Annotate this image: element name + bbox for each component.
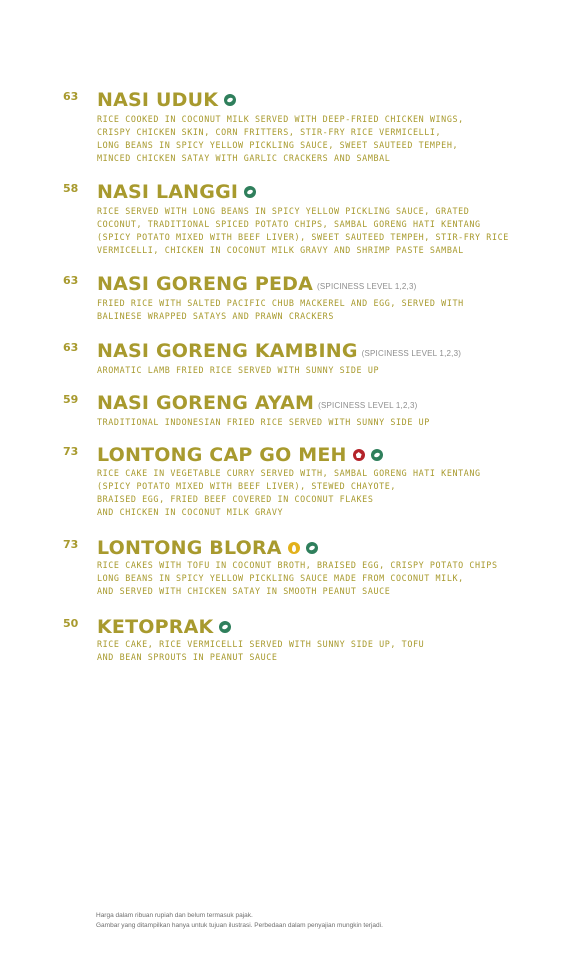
item-description <box>97 416 537 429</box>
description-line: AROMATIC LAMB FRIED RICE SERVED WITH SUNNY SIDE UP <box>97 365 380 375</box>
disclaimer-price: Harga dalam ribuan rupiah dan belum termasuk pajak. <box>96 912 253 919</box>
description-line: RICE SERVED WITH LONG BEANS IN SPICY YELLOW PICKLING SAUCE, GRATED <box>97 206 470 216</box>
description-line: AND BEAN SPROUTS IN PEANUT SAUCE <box>97 652 278 662</box>
disclaimer-image: Gambar yang ditampilkan hanya untuk tujuan ilustrasi. Perbedaan dalam penyajian mungkin terjadi. <box>96 921 383 929</box>
item-price: 63 <box>63 274 79 287</box>
item-description <box>97 113 537 165</box>
spiciness-note: (SPICINESS LEVEL 1,2,3) <box>361 349 462 358</box>
description-line: CRISPY CHICKEN SKIN, CORN FRITTERS, STIR-FRY RICE VERMICELLI, <box>97 127 442 137</box>
item-price: 63 <box>63 90 79 103</box>
description-line: (SPICY POTATO MIXED WITH BEEF LIVER), SWEET SAUTEED TEMPEH, STIR-FRY RICE <box>97 232 509 242</box>
description-line: RICE CAKES WITH TOFU IN COCONUT BROTH, BRAISED EGG, CRISPY POTATO CHIPS <box>97 560 498 570</box>
description-line: BRAISED EGG, FRIED BEEF COVERED IN COCONUT FLAKES <box>97 494 374 504</box>
vegetarian-leaf-icon <box>224 94 236 106</box>
description-line: (SPICY POTATO MIXED WITH BEEF LIVER), STEWED CHAYOTE, <box>97 481 397 491</box>
item-description <box>97 297 537 323</box>
description-line: LONG BEANS IN SPICY YELLOW PICKLING SAUCE, SWEET SAUTEED TEMPEH, <box>97 140 459 150</box>
description-line: BALINESE WRAPPED SATAYS AND PRAWN CRACKERS <box>97 311 334 321</box>
item-name: LONTONG CAP GO MEH <box>97 444 347 466</box>
item-price: 73 <box>63 538 79 551</box>
item-name: LONTONG BLORA <box>97 537 282 559</box>
item-name: NASI UDUK <box>97 89 219 111</box>
item-description <box>97 364 537 377</box>
spicy-flame-icon <box>288 542 300 554</box>
item-price: 63 <box>63 341 79 354</box>
item-description <box>97 467 537 519</box>
chef-recommendation-icon <box>353 449 365 461</box>
vegetarian-leaf-icon <box>244 186 256 198</box>
vegetarian-leaf-icon <box>219 621 231 633</box>
spiciness-note: (SPICINESS LEVEL 1,2,3) <box>318 401 418 410</box>
item-name: NASI GORENG AYAM <box>97 392 315 414</box>
item-description <box>97 638 537 664</box>
vegetarian-leaf-icon <box>306 542 318 554</box>
description-line: LONG BEANS IN SPICY YELLOW PICKLING SAUCE MADE FROM COCONUT MILK, <box>97 573 464 583</box>
description-line: VERMICELLI, CHICKEN IN COCONUT MILK GRAVY AND SHRIMP PASTE SAMBAL <box>97 245 464 255</box>
item-price: 73 <box>63 445 79 458</box>
item-price: 50 <box>63 617 79 630</box>
item-name: NASI GORENG PEDA <box>97 273 314 295</box>
item-name: KETOPRAK <box>97 616 214 638</box>
item-name: NASI GORENG KAMBING <box>97 340 358 362</box>
item-price: 59 <box>63 393 79 406</box>
item-price: 58 <box>63 182 79 195</box>
item-name: NASI LANGGI <box>97 181 239 203</box>
spiciness-note: (SPICINESS LEVEL 1,2,3) <box>317 282 417 291</box>
description-line: RICE CAKE IN VEGETABLE CURRY SERVED WITH, SAMBAL GORENG HATI KENTANG <box>97 468 481 478</box>
description-line: RICE CAKE, RICE VERMICELLI SERVED WITH SUNNY SIDE UP, TOFU <box>97 639 425 649</box>
description-line: AND SERVED WITH CHICKEN SATAY IN SMOOTH PEANUT SAUCE <box>97 586 391 596</box>
item-description <box>97 559 537 598</box>
description-line: MINCED CHICKEN SATAY WITH GARLIC CRACKERS AND SAMBAL <box>97 153 391 163</box>
description-line: FRIED RICE WITH SALTED PACIFIC CHUB MACKEREL AND EGG, SERVED WITH <box>97 298 464 308</box>
disclaimer-footer <box>96 911 383 930</box>
description-line: RICE COOKED IN COCONUT MILK SERVED WITH DEEP-FRIED CHICKEN WINGS, <box>97 114 464 124</box>
vegetarian-leaf-icon <box>371 449 383 461</box>
item-description <box>97 205 537 257</box>
description-line: COCONUT, TRADITIONAL SPICED POTATO CHIPS, SAMBAL GORENG HATI KENTANG <box>97 219 481 229</box>
description-line: TRADITIONAL INDONESIAN FRIED RICE SERVED WITH SUNNY SIDE UP <box>97 417 430 427</box>
description-line: AND CHICKEN IN COCONUT MILK GRAVY <box>97 507 284 517</box>
